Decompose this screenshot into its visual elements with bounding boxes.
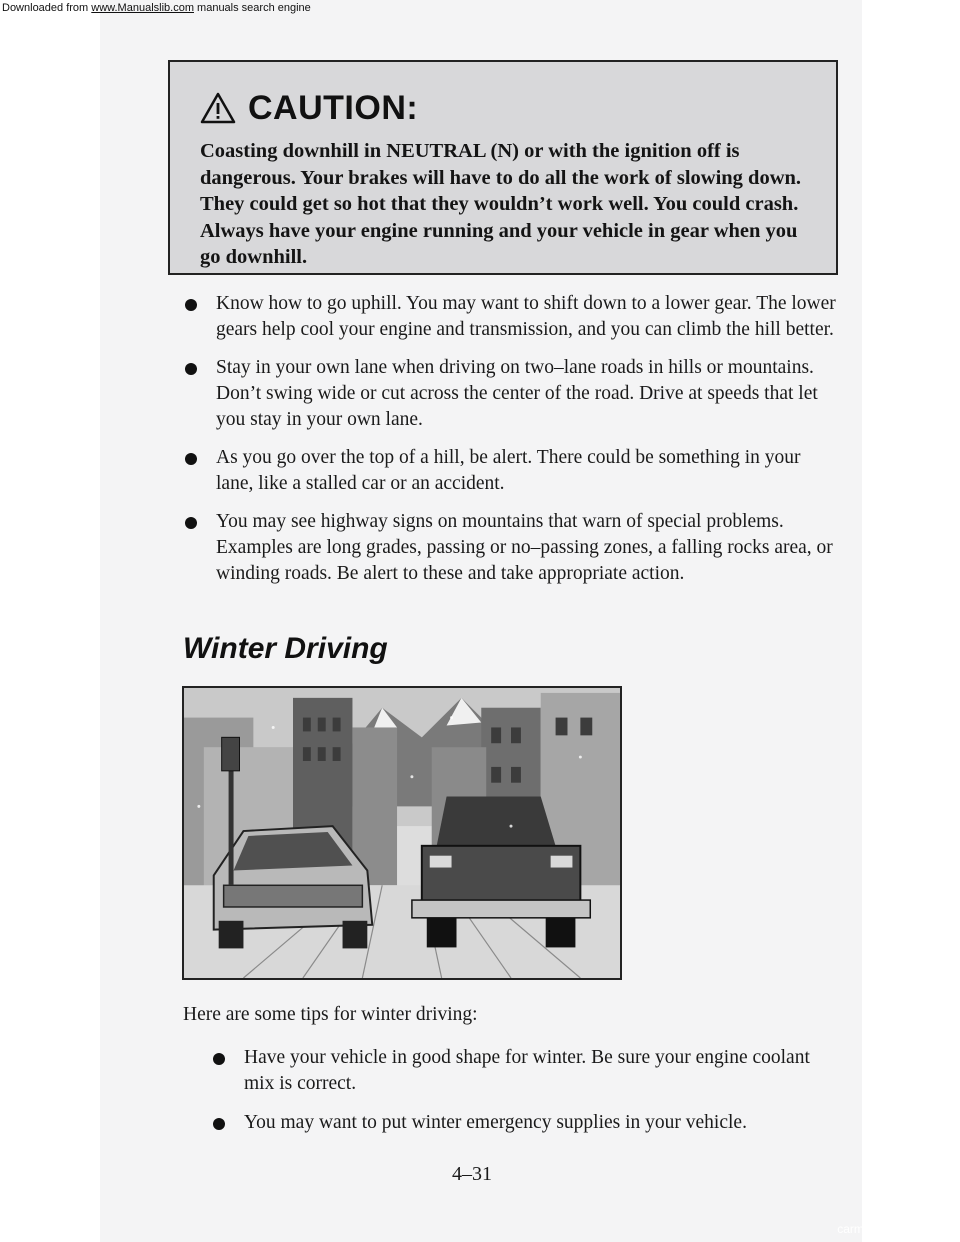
watermark-prefix: Downloaded from	[2, 2, 92, 14]
bullet-icon	[213, 1118, 225, 1130]
bullet-icon	[213, 1053, 225, 1065]
winter-street-scene	[184, 688, 620, 978]
caution-box	[168, 60, 838, 275]
caution-title: CAUTION:	[248, 88, 419, 127]
winter-bullets	[210, 1045, 830, 1149]
section-title: Winter Driving	[183, 632, 388, 665]
hill-driving-bullets	[182, 291, 842, 599]
bullet-icon	[185, 363, 197, 375]
bullet-icon	[185, 299, 197, 311]
list-item	[182, 355, 842, 433]
winter-intro: Here are some tips for winter driving:	[183, 1004, 478, 1025]
watermark-suffix: manuals search engine	[193, 2, 311, 14]
caution-header	[200, 82, 810, 134]
manualslib-link[interactable]: www.Manualslib.com	[91, 2, 194, 14]
site-watermark: carmanualsonline.info	[837, 1222, 954, 1236]
bullet-text: Know how to go uphill. You may want to shift down to a lower gear. The lower gears help cool your engine and transmission, and you can climb the hill better.	[216, 293, 836, 340]
list-item	[182, 445, 842, 497]
bullet-icon	[185, 517, 197, 529]
list-item	[210, 1110, 830, 1136]
list-item	[210, 1045, 830, 1097]
page-number: 4–31	[452, 1163, 492, 1185]
download-watermark	[2, 2, 311, 14]
bullet-text: You may see highway signs on mountains that warn of special problems. Examples are long grades, passing or no–passing zones, a falling rocks area, or winding roads. Be alert to these and take appropriate action.	[216, 511, 833, 584]
warning-triangle-icon	[200, 92, 236, 124]
list-item	[182, 291, 842, 343]
list-item	[182, 509, 842, 587]
winter-driving-illustration	[182, 686, 622, 980]
bullet-text: You may want to put winter emergency supplies in your vehicle.	[244, 1112, 747, 1133]
bullet-text: Stay in your own lane when driving on two–lane roads in hills or mountains. Don’t swing wide or cut across the center of the road. Drive at speeds that let you stay in your own lane.	[216, 357, 818, 430]
bullet-icon	[185, 453, 197, 465]
caution-text: Coasting downhill in NEUTRAL (N) or with the ignition off is dangerous. Your brakes will have to do all the work of slowing down. They could get so hot that they wouldn’t work well. You could crash. Always have your engine running and your vehicle in gear when you go downhill.	[200, 140, 802, 268]
bullet-text: As you go over the top of a hill, be alert. There could be something in your lane, like a stalled car or an accident.	[216, 447, 801, 494]
bullet-text: Have your vehicle in good shape for winter. Be sure your engine coolant mix is correct.	[244, 1047, 810, 1094]
